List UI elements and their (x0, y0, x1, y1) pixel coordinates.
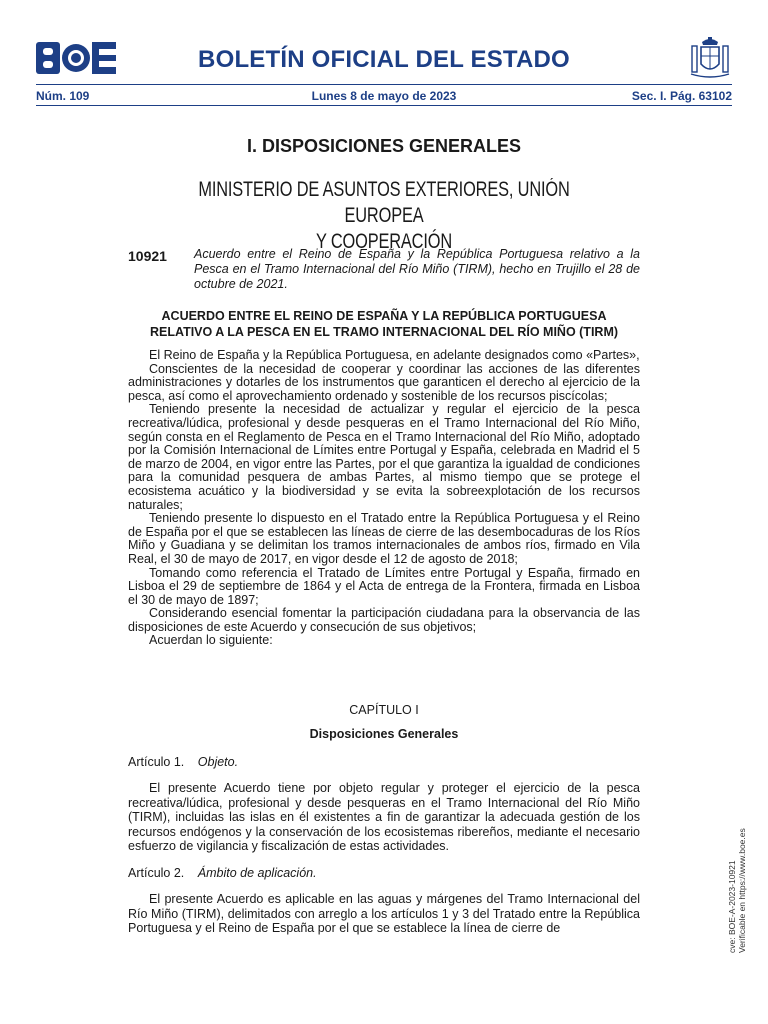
preamble-paragraph: Acuerdan lo siguiente: (149, 633, 273, 648)
preamble-paragraph: Conscientes de la necesidad de cooperar y coordinar las acciones de las diferentes administraciones y dotarles de los instrumentos que garanticen el derecho al ejercicio de la pesca, así como el aprovechamiento ordenado y sostenible de los recursos piscícolas; (128, 361, 640, 403)
agreement-title-line-1: ACUERDO ENTRE EL REINO DE ESPAÑA Y LA REPÚBLICA PORTUGUESA (161, 309, 607, 323)
header-rule-top (36, 84, 732, 85)
agreement-title (128, 308, 640, 340)
preamble-paragraph: Teniendo presente la necesidad de actualizar y regular el ejercicio de la pesca recreativa/lúdica, profesional y desde pesqueras en el Tramo Internacional del Río Miño, según consta en el Reglamento de Pesca en el Tramo Internacional del Río Miño, adoptado por la Comisión Internacional de Límites entre Portugal y España, celebrada en Madrid el 5 de marzo de 2004, en vigor entre las Partes, por el que garantiza la igualdad de condiciones para la comunidad pesquera de ambas Partes, al mismo tiempo que se protege el ecosistema acuático y la biodiversidad y se evita la sobreexplotación de los recursos naturales; (128, 402, 640, 512)
article-title: Objeto. (197, 755, 239, 769)
article-heading (128, 866, 640, 880)
preamble (128, 349, 640, 648)
chapter-label: CAPÍTULO I (349, 703, 419, 717)
article-paragraph: El presente Acuerdo es aplicable en las aguas y márgenes del Tramo Internacional del Río Miño (TIRM), delimitados con arreglo a los artículos 1 y 3 del Tratado entre la República Portuguesa y el Reino de España por el que se establece la línea de cierre de (128, 892, 640, 935)
article-title: Ámbito de aplicación. (197, 866, 317, 880)
ministry-line-2: Y COOPERACIÓN (315, 230, 453, 253)
article-body (128, 892, 640, 936)
chapter-title: Disposiciones Generales (309, 727, 459, 741)
gazette-title: BOLETÍN OFICIAL DEL ESTADO (198, 46, 570, 73)
issue-number: Núm. 109 (36, 89, 90, 103)
article-heading (128, 755, 640, 769)
issue-meta-bar (36, 89, 732, 105)
coat-of-arms-icon (689, 36, 731, 80)
preamble-paragraph: Teniendo presente lo dispuesto en el Tratado entre la República Portuguesa y el Reino de España por el que se establecen las líneas de cierre de las desembocaduras de los Ríos Miño y Guadiana y se delimitan los tramos internacionales de ambos ríos, firmado en Vila Real, el 30 de mayo de 2017, en vigor desde el 12 de agosto de 2018; (128, 511, 640, 566)
ministry-heading (178, 177, 590, 255)
article-label: Artículo 2. (128, 866, 185, 880)
issue-date: Lunes 8 de mayo de 2023 (311, 89, 457, 103)
section-title: I. DISPOSICIONES GENERALES (246, 136, 522, 156)
cve-code: cve: BOE-A-2023-10921 (727, 860, 737, 953)
preamble-paragraph: El Reino de España y la República Portuguesa, en adelante designados como «Partes», (149, 348, 640, 362)
ministry-line-1: MINISTERIO DE ASUNTOS EXTERIORES, UNIÓN EUROPEA (198, 178, 570, 227)
disposition-number: 10921 (128, 248, 167, 264)
article-body (128, 781, 640, 854)
verification-note (727, 813, 747, 953)
header-rule-bottom (36, 105, 732, 106)
preamble-paragraph: Considerando esencial fomentar la participación ciudadana para la observancia de las disposiciones de este Acuerdo y consecución de sus objetivos; (128, 606, 640, 634)
verification-link[interactable]: Verificable en https://www.boe.es (737, 828, 747, 953)
article-paragraph: El presente Acuerdo tiene por objeto regular y proteger el ejercicio de la pesca recreativa/lúdica, profesional y desde pesqueras en el Tramo Internacional del Río Miño (TIRM), incluidas las islas en él existentes a fin de garantizar la adecuada gestión de los recursos endógenos y la conservación de los ecosistemas ribereños, mediante el necesario esfuerzo de vigilancia y fiscalización de estas actividades. (128, 781, 640, 853)
section-page: Sec. I. Pág. 63102 (631, 89, 732, 103)
disposition-summary: Acuerdo entre el Reino de España y la República Portuguesa relativo a la Pesca en el Tramo Internacional del Río Miño (TIRM), hecho en Trujillo el 28 de octubre de 2021. (194, 247, 640, 291)
agreement-title-line-2: RELATIVO A LA PESCA EN EL TRAMO INTERNACIONAL DEL RÍO MIÑO (TIRM) (149, 325, 619, 339)
article-label: Artículo 1. (128, 755, 185, 769)
preamble-paragraph: Tomando como referencia el Tratado de Límites entre Portugal y España, firmado en Lisboa el 29 de septiembre de 1864 y el Acta de entrega de la Frontera, firmada en Lisboa el 30 de mayo de 1897; (128, 565, 640, 607)
